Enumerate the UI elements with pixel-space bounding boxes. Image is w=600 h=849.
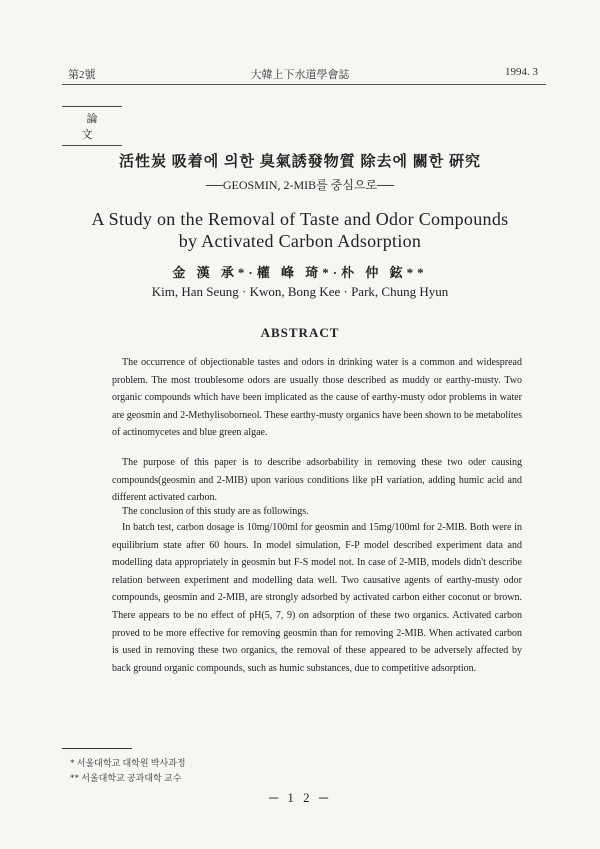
footnote-rule	[62, 748, 132, 749]
korean-subtitle: ──GEOSMIN, 2-MIB를 중심으로──	[205, 178, 395, 192]
page-number: ─ 1 2 ─	[268, 790, 332, 805]
english-title-line-2: by Activated Carbon Adsorption	[178, 231, 422, 251]
authors-english: Kim, Han Seung · Kwon, Bong Kee · Park, Chung Hyun	[151, 284, 449, 299]
authors-korean: 金 漢 承*·權 峰 琦*·朴 仲 鉉**	[172, 265, 428, 280]
footnote-2: ** 서울대학교 공과대학 교수	[70, 773, 182, 783]
issue-number: 第2號	[68, 69, 96, 81]
header-rule	[62, 84, 546, 85]
abstract-paragraph-4: In batch test, carbon dosage is 10mg/100ml for geosmin and 15mg/100ml for 2-MIB. Both were in equilibrium state after 60 hours. In model simulation, F-P model described experiment data and modelling data appropriately in geosmin but F-S model not. In case of 2-MIB, models didn't describe relation between experiment and modelling data well. Two causative agents of earthy-musty odor compounds, geosmin and 2-MIB, are strongly adsorbed by activated carbon either coconut or brown. There appears to be no effect of pH(5, 7, 9) on adsorption of these two organics. Activated carbon proved to be more effective for removing geosmin than for removing 2-MIB. When activated carbon is used in removing these two organics, the removal of these appeared to be adversely affected by back ground organic compounds, such as humic substances, due to competitive adsorption.	[112, 522, 522, 674]
section-label: 論 文	[62, 106, 122, 146]
abstract-paragraph-3: The conclusion of this study are as followings.	[122, 506, 309, 517]
abstract-paragraph-1: The occurrence of objectionable tastes and odors in drinking water is a common and widespread problem. The most troublesome odors are usually those described as muddy or earthy-musty. Two organic compounds which have been implicated as the cause of earthy-musty odor problems in water are geosmin and 2-Methylisoborneol. These earthy-musty organics have been shown to be metabolites of actinomycetes and blue green algae.	[112, 357, 522, 439]
journal-name: 大韓上下水道學會誌	[250, 69, 350, 81]
abstract-heading: ABSTRACT	[260, 325, 340, 340]
korean-title: 活性炭 吸着에 의한 臭氣誘發物質 除去에 關한 硏究	[119, 154, 481, 170]
footnote-1: * 서울대학교 대학원 박사과정	[70, 758, 186, 768]
abstract-paragraph-2: The purpose of this paper is to describe adsorbability in removing these two oder causing compounds(geosmin and 2-MIB) upon various conditions like pH variation, adding humic acid and different activated carbon.	[112, 457, 522, 504]
english-title	[0, 208, 600, 252]
english-title-line-1: A Study on the Removal of Taste and Odor Compounds	[91, 209, 509, 229]
issue-date: 1994. 3	[505, 66, 538, 78]
